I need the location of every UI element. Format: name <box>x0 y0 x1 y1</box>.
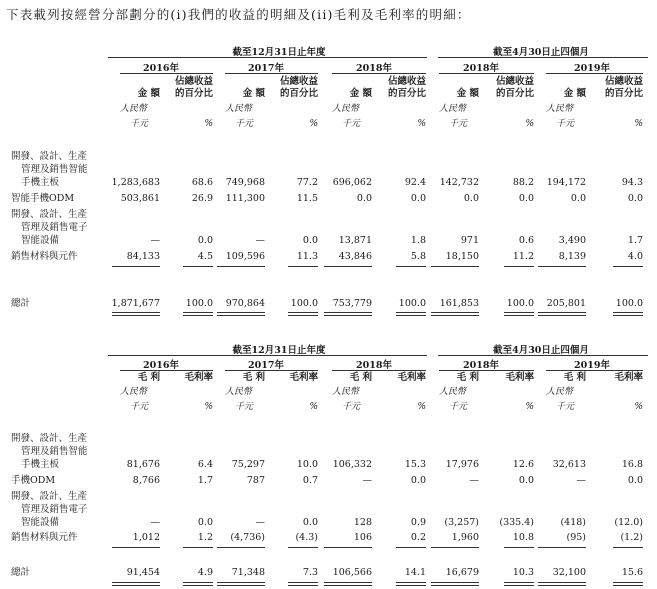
subtotal-line-percent <box>288 266 318 267</box>
subtotal-line-percent <box>396 547 426 548</box>
column-header-share: 佔總收益 <box>279 76 318 87</box>
column-header-share-2: 的百分比 <box>495 88 534 99</box>
percent-cell: 0.0 <box>197 517 213 528</box>
amount-cell: 75,297 <box>231 459 265 470</box>
amount-cell: 503,861 <box>120 193 160 204</box>
amount-cell: 1,283,683 <box>111 177 160 188</box>
amount-cell: 787 <box>246 475 265 486</box>
percent-cell: 0.0 <box>302 235 318 246</box>
total-percent-cell: 7.3 <box>302 567 318 578</box>
unit-percent: % <box>634 402 643 412</box>
subtotal-line-amount <box>324 547 372 548</box>
percent-cell: 5.8 <box>410 251 426 262</box>
amount-cell: 13,871 <box>338 235 372 246</box>
subtotal-line-percent <box>613 266 643 267</box>
amount-cell: (4,736) <box>230 532 265 543</box>
total-amount-cell: 91,454 <box>126 567 160 578</box>
unit-currency: 人民幣 <box>546 104 574 114</box>
subtotal-line-amount <box>431 266 479 267</box>
row-label: 開發、設計、生產 <box>11 433 88 444</box>
unit-currency: 人民幣 <box>439 387 467 397</box>
unit-thousand: 千元 <box>342 119 361 129</box>
amount-cell: 0.0 <box>463 193 479 204</box>
amount-cell: 971 <box>460 235 479 246</box>
amount-cell: 8,766 <box>132 475 160 486</box>
year-underline <box>120 370 213 371</box>
column-header-gross-profit: 毛 利 <box>456 372 479 383</box>
unit-percent: % <box>417 402 426 412</box>
total-percent-cell: 100.0 <box>398 298 426 309</box>
row-label: 管理及銷售電子 <box>21 504 88 515</box>
column-header-margin: 毛利率 <box>184 372 213 383</box>
column-header-margin: 毛利率 <box>505 372 534 383</box>
year-header: 2018年 <box>356 63 392 74</box>
percent-cell: 68.6 <box>191 177 213 188</box>
subtotal-line-amount <box>538 547 586 548</box>
column-header-share-2: 的百分比 <box>604 88 643 99</box>
total-percent-cell: 100.0 <box>290 298 318 309</box>
percent-cell: (12.0) <box>614 517 643 528</box>
total-percent-cell: 100.0 <box>506 298 534 309</box>
unit-thousand: 千元 <box>556 119 575 129</box>
subtotal-line-percent <box>504 547 534 548</box>
percent-cell: (1.2) <box>620 532 643 543</box>
subtotal-line-percent <box>183 547 213 548</box>
subtotal-line-amount <box>431 547 479 548</box>
unit-thousand: 千元 <box>235 119 254 129</box>
total-amount-cell: 161,853 <box>439 298 479 309</box>
percent-cell: 77.2 <box>296 177 318 188</box>
total-amount-cell: 970,864 <box>225 298 265 309</box>
year-underline <box>439 73 534 74</box>
amount-cell: — <box>150 517 160 528</box>
percent-cell: 12.6 <box>512 459 534 470</box>
subtotal-line-percent <box>288 547 318 548</box>
total-double-line-amount <box>431 582 479 586</box>
unit-percent: % <box>634 119 643 129</box>
column-header-amount: 金 額 <box>137 88 160 99</box>
subtotal-line-percent <box>396 266 426 267</box>
amount-cell: (418) <box>560 517 586 528</box>
amount-cell: — <box>255 235 265 246</box>
year-underline <box>332 370 426 371</box>
column-header-amount: 金 額 <box>349 88 372 99</box>
unit-currency: 人民幣 <box>439 104 467 114</box>
column-header-margin: 毛利率 <box>289 372 318 383</box>
amount-cell: 81,676 <box>126 459 160 470</box>
year-header: 2017年 <box>248 63 284 74</box>
period-underline <box>438 57 648 58</box>
row-label: 管理及銷售智能 <box>21 164 88 175</box>
subtotal-line-percent <box>183 266 213 267</box>
percent-cell: 1.7 <box>197 475 213 486</box>
unit-percent: % <box>309 402 318 412</box>
unit-thousand: 千元 <box>449 119 468 129</box>
amount-cell: 18,150 <box>445 251 479 262</box>
amount-cell: 111,300 <box>225 193 265 204</box>
total-label: 總計 <box>11 567 31 578</box>
column-header-share: 佔總收益 <box>174 76 213 87</box>
year-header: 2018年 <box>356 360 392 371</box>
amount-cell: 0.0 <box>356 193 372 204</box>
unit-percent: % <box>309 119 318 129</box>
percent-cell: 10.8 <box>512 532 534 543</box>
percent-cell: 4.0 <box>627 251 643 262</box>
row-label: 銷售材料與元件 <box>11 532 78 543</box>
year-header: 2018年 <box>463 360 499 371</box>
percent-cell: (335.4) <box>499 517 534 528</box>
total-double-line-percent <box>504 582 534 586</box>
amount-cell: 17,976 <box>445 459 479 470</box>
amount-cell: — <box>469 475 479 486</box>
subtotal-line-amount <box>324 266 372 267</box>
unit-currency: 人民幣 <box>546 387 574 397</box>
period-header: 截至4月30日止四個月 <box>493 47 589 58</box>
unit-percent: % <box>204 402 213 412</box>
total-double-line-percent <box>288 582 318 586</box>
total-percent-cell: 4.9 <box>197 567 213 578</box>
total-double-line-percent <box>396 582 426 586</box>
column-header-gross-profit: 毛 利 <box>563 372 586 383</box>
year-underline <box>546 370 643 371</box>
amount-cell: 1,012 <box>132 532 160 543</box>
percent-cell: 6.4 <box>197 459 213 470</box>
unit-currency: 人民幣 <box>225 387 253 397</box>
percent-cell: 16.8 <box>621 459 643 470</box>
total-amount-cell: 106,566 <box>332 567 372 578</box>
unit-thousand: 千元 <box>130 402 149 412</box>
unit-currency: 人民幣 <box>225 104 253 114</box>
period-header: 截至12月31日止年度 <box>232 47 326 58</box>
year-underline <box>439 370 534 371</box>
total-double-line-percent <box>613 582 643 586</box>
column-header-gross-profit: 毛 利 <box>349 372 372 383</box>
row-label: 手機主板 <box>21 459 60 470</box>
total-double-line-percent <box>288 312 318 316</box>
total-double-line-amount <box>324 582 372 586</box>
year-header: 2016年 <box>143 360 179 371</box>
amount-cell: 32,613 <box>552 459 586 470</box>
year-underline <box>120 73 213 74</box>
year-underline <box>225 73 318 74</box>
period-underline <box>438 355 648 356</box>
total-double-line-percent <box>183 312 213 316</box>
unit-thousand: 千元 <box>342 402 361 412</box>
unit-currency: 人民幣 <box>120 387 148 397</box>
row-label: 開發、設計、生產 <box>11 491 88 502</box>
total-amount-cell: 71,348 <box>231 567 265 578</box>
amount-cell: 8,139 <box>558 251 586 262</box>
amount-cell: 0.0 <box>570 193 586 204</box>
percent-cell: 11.5 <box>296 193 318 204</box>
column-header-amount: 金 額 <box>563 88 586 99</box>
period-underline <box>108 355 427 356</box>
column-header-share-2: 的百分比 <box>279 88 318 99</box>
total-double-line-amount <box>217 582 265 586</box>
unit-percent: % <box>525 402 534 412</box>
row-label: 管理及銷售智能 <box>21 446 88 457</box>
percent-cell: 0.0 <box>410 193 426 204</box>
subtotal-line-percent <box>613 547 643 548</box>
column-header-share-2: 的百分比 <box>174 88 213 99</box>
subtotal-line-amount <box>112 266 160 267</box>
percent-cell: (4.3) <box>295 532 318 543</box>
percent-cell: 1.8 <box>410 235 426 246</box>
subtotal-line-amount <box>538 266 586 267</box>
subtotal-line-amount <box>112 547 160 548</box>
row-label: 開發、設計、生產 <box>11 151 88 162</box>
period-header: 截至12月31日止年度 <box>232 345 326 356</box>
unit-thousand: 千元 <box>449 402 468 412</box>
total-double-line-amount <box>217 312 265 316</box>
row-label: 銷售材料與元件 <box>11 251 78 262</box>
total-amount-cell: 16,679 <box>445 567 479 578</box>
total-percent-cell: 100.0 <box>615 298 643 309</box>
unit-percent: % <box>204 119 213 129</box>
percent-cell: 1.7 <box>627 235 643 246</box>
amount-cell: (3,257) <box>444 517 479 528</box>
year-header: 2018年 <box>463 63 499 74</box>
percent-cell: 0.0 <box>410 475 426 486</box>
row-label: 手機主板 <box>21 177 60 188</box>
column-header-share: 佔總收益 <box>604 76 643 87</box>
total-amount-cell: 753,779 <box>332 298 372 309</box>
total-amount-cell: 1,871,677 <box>111 298 160 309</box>
year-header: 2016年 <box>143 63 179 74</box>
total-double-line-percent <box>504 312 534 316</box>
percent-cell: 4.5 <box>197 251 213 262</box>
subtotal-line-amount <box>217 547 265 548</box>
percent-cell: 0.2 <box>410 532 426 543</box>
unit-currency: 人民幣 <box>332 104 360 114</box>
amount-cell: — <box>150 235 160 246</box>
amount-cell: 109,596 <box>225 251 265 262</box>
unit-thousand: 千元 <box>556 402 575 412</box>
amount-cell: 749,968 <box>225 177 265 188</box>
unit-thousand: 千元 <box>235 402 254 412</box>
percent-cell: 0.6 <box>518 235 534 246</box>
unit-currency: 人民幣 <box>120 104 148 114</box>
year-underline <box>332 73 426 74</box>
period-underline <box>108 57 427 58</box>
total-double-line-amount <box>324 312 372 316</box>
subtotal-line-amount <box>217 266 265 267</box>
percent-cell: 88.2 <box>512 177 534 188</box>
year-header: 2019年 <box>574 63 610 74</box>
percent-cell: 94.3 <box>621 177 643 188</box>
amount-cell: 106,332 <box>332 459 372 470</box>
column-header-share-2: 的百分比 <box>387 88 426 99</box>
total-percent-cell: 15.6 <box>621 567 643 578</box>
amount-cell: 1,960 <box>451 532 479 543</box>
unit-currency: 人民幣 <box>332 387 360 397</box>
column-header-margin: 毛利率 <box>397 372 426 383</box>
row-label: 開發、設計、生產 <box>11 209 88 220</box>
percent-cell: 0.0 <box>627 193 643 204</box>
percent-cell: 11.2 <box>512 251 534 262</box>
percent-cell: 0.0 <box>518 475 534 486</box>
total-amount-cell: 32,100 <box>552 567 586 578</box>
row-label: 智能手機ODM <box>11 193 75 204</box>
percent-cell: 92.4 <box>404 177 426 188</box>
amount-cell: 3,490 <box>558 235 586 246</box>
column-header-share: 佔總收益 <box>495 76 534 87</box>
total-percent-cell: 100.0 <box>185 298 213 309</box>
intro-text: 下表載列按經營分部劃分的(i)我們的收益的明細及(ii)毛利及毛利率的明細： <box>6 7 471 22</box>
column-header-margin: 毛利率 <box>614 372 643 383</box>
amount-cell: 696,062 <box>332 177 372 188</box>
total-double-line-amount <box>538 582 586 586</box>
total-double-line-amount <box>112 582 160 586</box>
year-header: 2019年 <box>574 360 610 371</box>
percent-cell: 1.2 <box>197 532 213 543</box>
column-header-gross-profit: 毛 利 <box>242 372 265 383</box>
amount-cell: (95) <box>566 532 586 543</box>
percent-cell: 11.3 <box>296 251 318 262</box>
percent-cell: 10.0 <box>296 459 318 470</box>
total-double-line-amount <box>538 312 586 316</box>
percent-cell: 0.0 <box>627 475 643 486</box>
unit-percent: % <box>417 119 426 129</box>
year-header: 2017年 <box>248 360 284 371</box>
column-header-amount: 金 額 <box>242 88 265 99</box>
amount-cell: — <box>362 475 372 486</box>
amount-cell: 194,172 <box>546 177 586 188</box>
row-label: 管理及銷售電子 <box>21 222 88 233</box>
column-header-amount: 金 額 <box>456 88 479 99</box>
total-double-line-percent <box>396 312 426 316</box>
column-header-gross-profit: 毛 利 <box>137 372 160 383</box>
year-underline <box>546 73 643 74</box>
percent-cell: 15.3 <box>404 459 426 470</box>
total-percent-cell: 10.3 <box>512 567 534 578</box>
total-percent-cell: 14.1 <box>404 567 426 578</box>
amount-cell: 128 <box>353 517 372 528</box>
percent-cell: 26.9 <box>191 193 213 204</box>
row-label: 智能設備 <box>21 517 60 528</box>
amount-cell: 142,732 <box>439 177 479 188</box>
percent-cell: 0.0 <box>302 517 318 528</box>
amount-cell: 43,846 <box>338 251 372 262</box>
total-amount-cell: 205,801 <box>546 298 586 309</box>
total-double-line-percent <box>183 582 213 586</box>
amount-cell: — <box>255 517 265 528</box>
unit-thousand: 千元 <box>130 119 149 129</box>
percent-cell: 0.0 <box>197 235 213 246</box>
column-header-share: 佔總收益 <box>387 76 426 87</box>
amount-cell: 84,133 <box>126 251 160 262</box>
total-double-line-amount <box>431 312 479 316</box>
amount-cell: — <box>576 475 586 486</box>
unit-percent: % <box>525 119 534 129</box>
total-double-line-percent <box>613 312 643 316</box>
amount-cell: 106 <box>353 532 372 543</box>
total-double-line-amount <box>112 312 160 316</box>
subtotal-line-percent <box>504 266 534 267</box>
percent-cell: 0.9 <box>410 517 426 528</box>
percent-cell: 0.7 <box>302 475 318 486</box>
row-label: 智能設備 <box>21 235 60 246</box>
year-underline <box>225 370 318 371</box>
period-header: 截至4月30日止四個月 <box>493 345 589 356</box>
row-label: 手機ODM <box>11 475 56 486</box>
percent-cell: 0.0 <box>518 193 534 204</box>
total-label: 總計 <box>11 298 31 309</box>
